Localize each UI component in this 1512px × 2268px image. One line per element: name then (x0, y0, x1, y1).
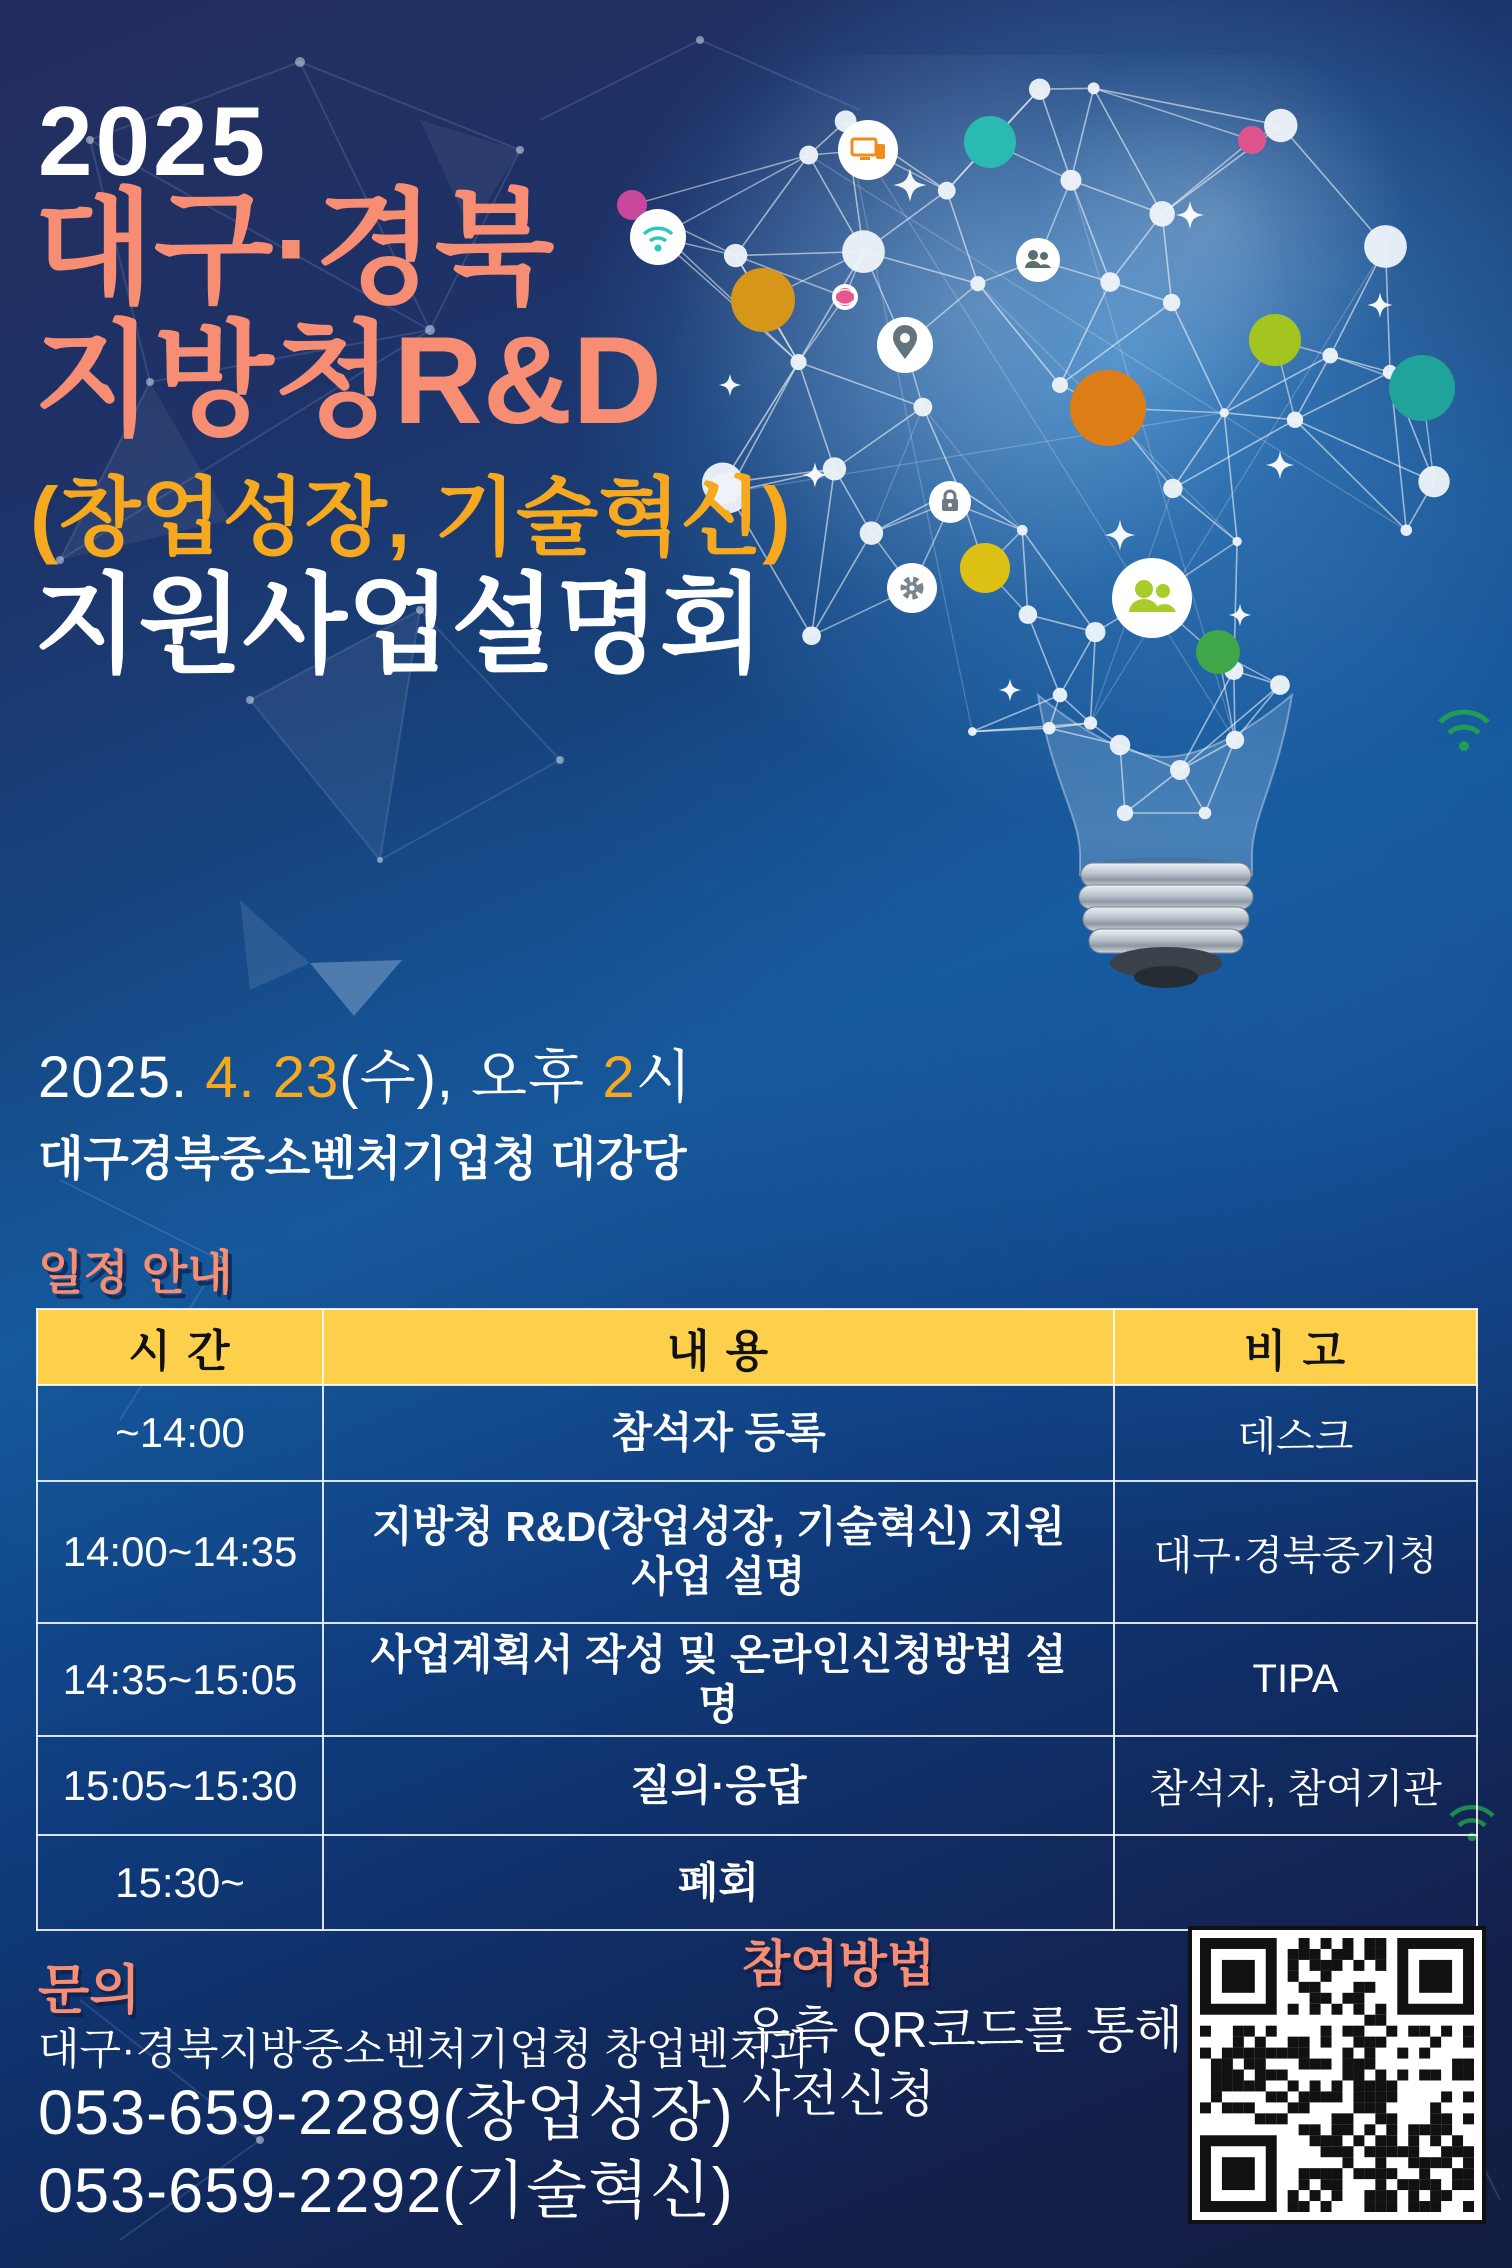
time-cell: 14:00~14:35 (37, 1481, 323, 1623)
schedule-section-title: 일정 안내 (38, 1246, 233, 1299)
table-row (37, 1835, 1477, 1930)
team-icon (1112, 558, 1192, 638)
column-header-content: 내 용 (323, 1309, 1114, 1385)
contact-organization: 대구·경북지방중소벤처기업청 창업벤처과 (38, 2026, 812, 2074)
contact-section-title: 문의 (38, 1961, 141, 2020)
title-region: 대구·경북 (34, 180, 555, 318)
year-title: 2025 (38, 86, 269, 196)
schedule-table (36, 1308, 1478, 1931)
column-header-remark: 비 고 (1114, 1309, 1477, 1385)
node-teal-large (1389, 355, 1455, 421)
date-middle: (수), 오후 (339, 1045, 603, 1110)
people-icon (1016, 238, 1060, 282)
table-row (37, 1736, 1477, 1835)
schedule-header-row (37, 1309, 1477, 1385)
participation-section-title: 참여방법 (742, 1936, 936, 1992)
event-datetime (38, 1030, 693, 1114)
node-green (1196, 630, 1240, 674)
content-cell: 참석자 등록 (323, 1385, 1114, 1481)
title-event: 지원사업설명회 (34, 564, 765, 685)
qr-code (1188, 1926, 1486, 2224)
table-row (37, 1481, 1477, 1623)
event-venue: 대구경북중소벤처기업청 대강당 (38, 1132, 687, 1185)
lock-icon (929, 481, 971, 523)
monitor-phone-icon (838, 120, 898, 180)
table-row (37, 1385, 1477, 1481)
remark-cell (1114, 1835, 1477, 1930)
remark-cell: TIPA (1114, 1623, 1477, 1736)
gear-icon (887, 563, 937, 613)
time-cell: 14:35~15:05 (37, 1623, 323, 1736)
node-teal (964, 116, 1016, 168)
bulb-base (1038, 695, 1292, 988)
table-row (37, 1623, 1477, 1736)
participation-line1: 우측 QR코드를 통해 (742, 2002, 1183, 2058)
date-highlight: 4. 23 (205, 1045, 340, 1110)
content-cell: 질의·응답 (323, 1736, 1114, 1835)
node-goldenrod (731, 268, 795, 332)
node-yellow (960, 543, 1010, 593)
date-prefix: 2025. (38, 1045, 206, 1110)
content-cell: 폐회 (323, 1835, 1114, 1930)
content-cell: 사업계획서 작성 및 온라인신청방법 설명 (323, 1623, 1114, 1736)
time-cell: 15:05~15:30 (37, 1736, 323, 1835)
node-lime (1249, 314, 1301, 366)
basketball-icon (832, 284, 858, 310)
location-pin-icon (877, 317, 933, 373)
time-cell: ~14:00 (37, 1385, 323, 1481)
contact-phone-startup: 053-659-2289(창업성장) (38, 2078, 734, 2148)
wifi-green-icon-top (1432, 700, 1496, 758)
node-orange (1070, 370, 1146, 446)
column-header-time: 시 간 (37, 1309, 323, 1385)
time-cell: 15:30~ (37, 1835, 323, 1930)
node-pink (1238, 126, 1266, 154)
remark-cell: 데스크 (1114, 1385, 1477, 1481)
remark-cell: 참석자, 참여기관 (1114, 1736, 1477, 1835)
time-highlight: 2 (602, 1045, 636, 1110)
title-program: 지방청R&D (34, 312, 662, 450)
remark-cell: 대구·경북중기청 (1114, 1481, 1477, 1623)
content-cell: 지방청 R&D(창업성장, 기술혁신) 지원사업 설명 (323, 1481, 1114, 1623)
time-suffix: 시 (635, 1045, 693, 1110)
participation-line2: 사전신청 (742, 2066, 936, 2122)
wifi-icon (630, 209, 686, 265)
contact-phone-tech: 053-659-2292(기술혁신) (38, 2156, 734, 2226)
title-subtitle: (창업성장, 기술혁신) (30, 471, 791, 566)
